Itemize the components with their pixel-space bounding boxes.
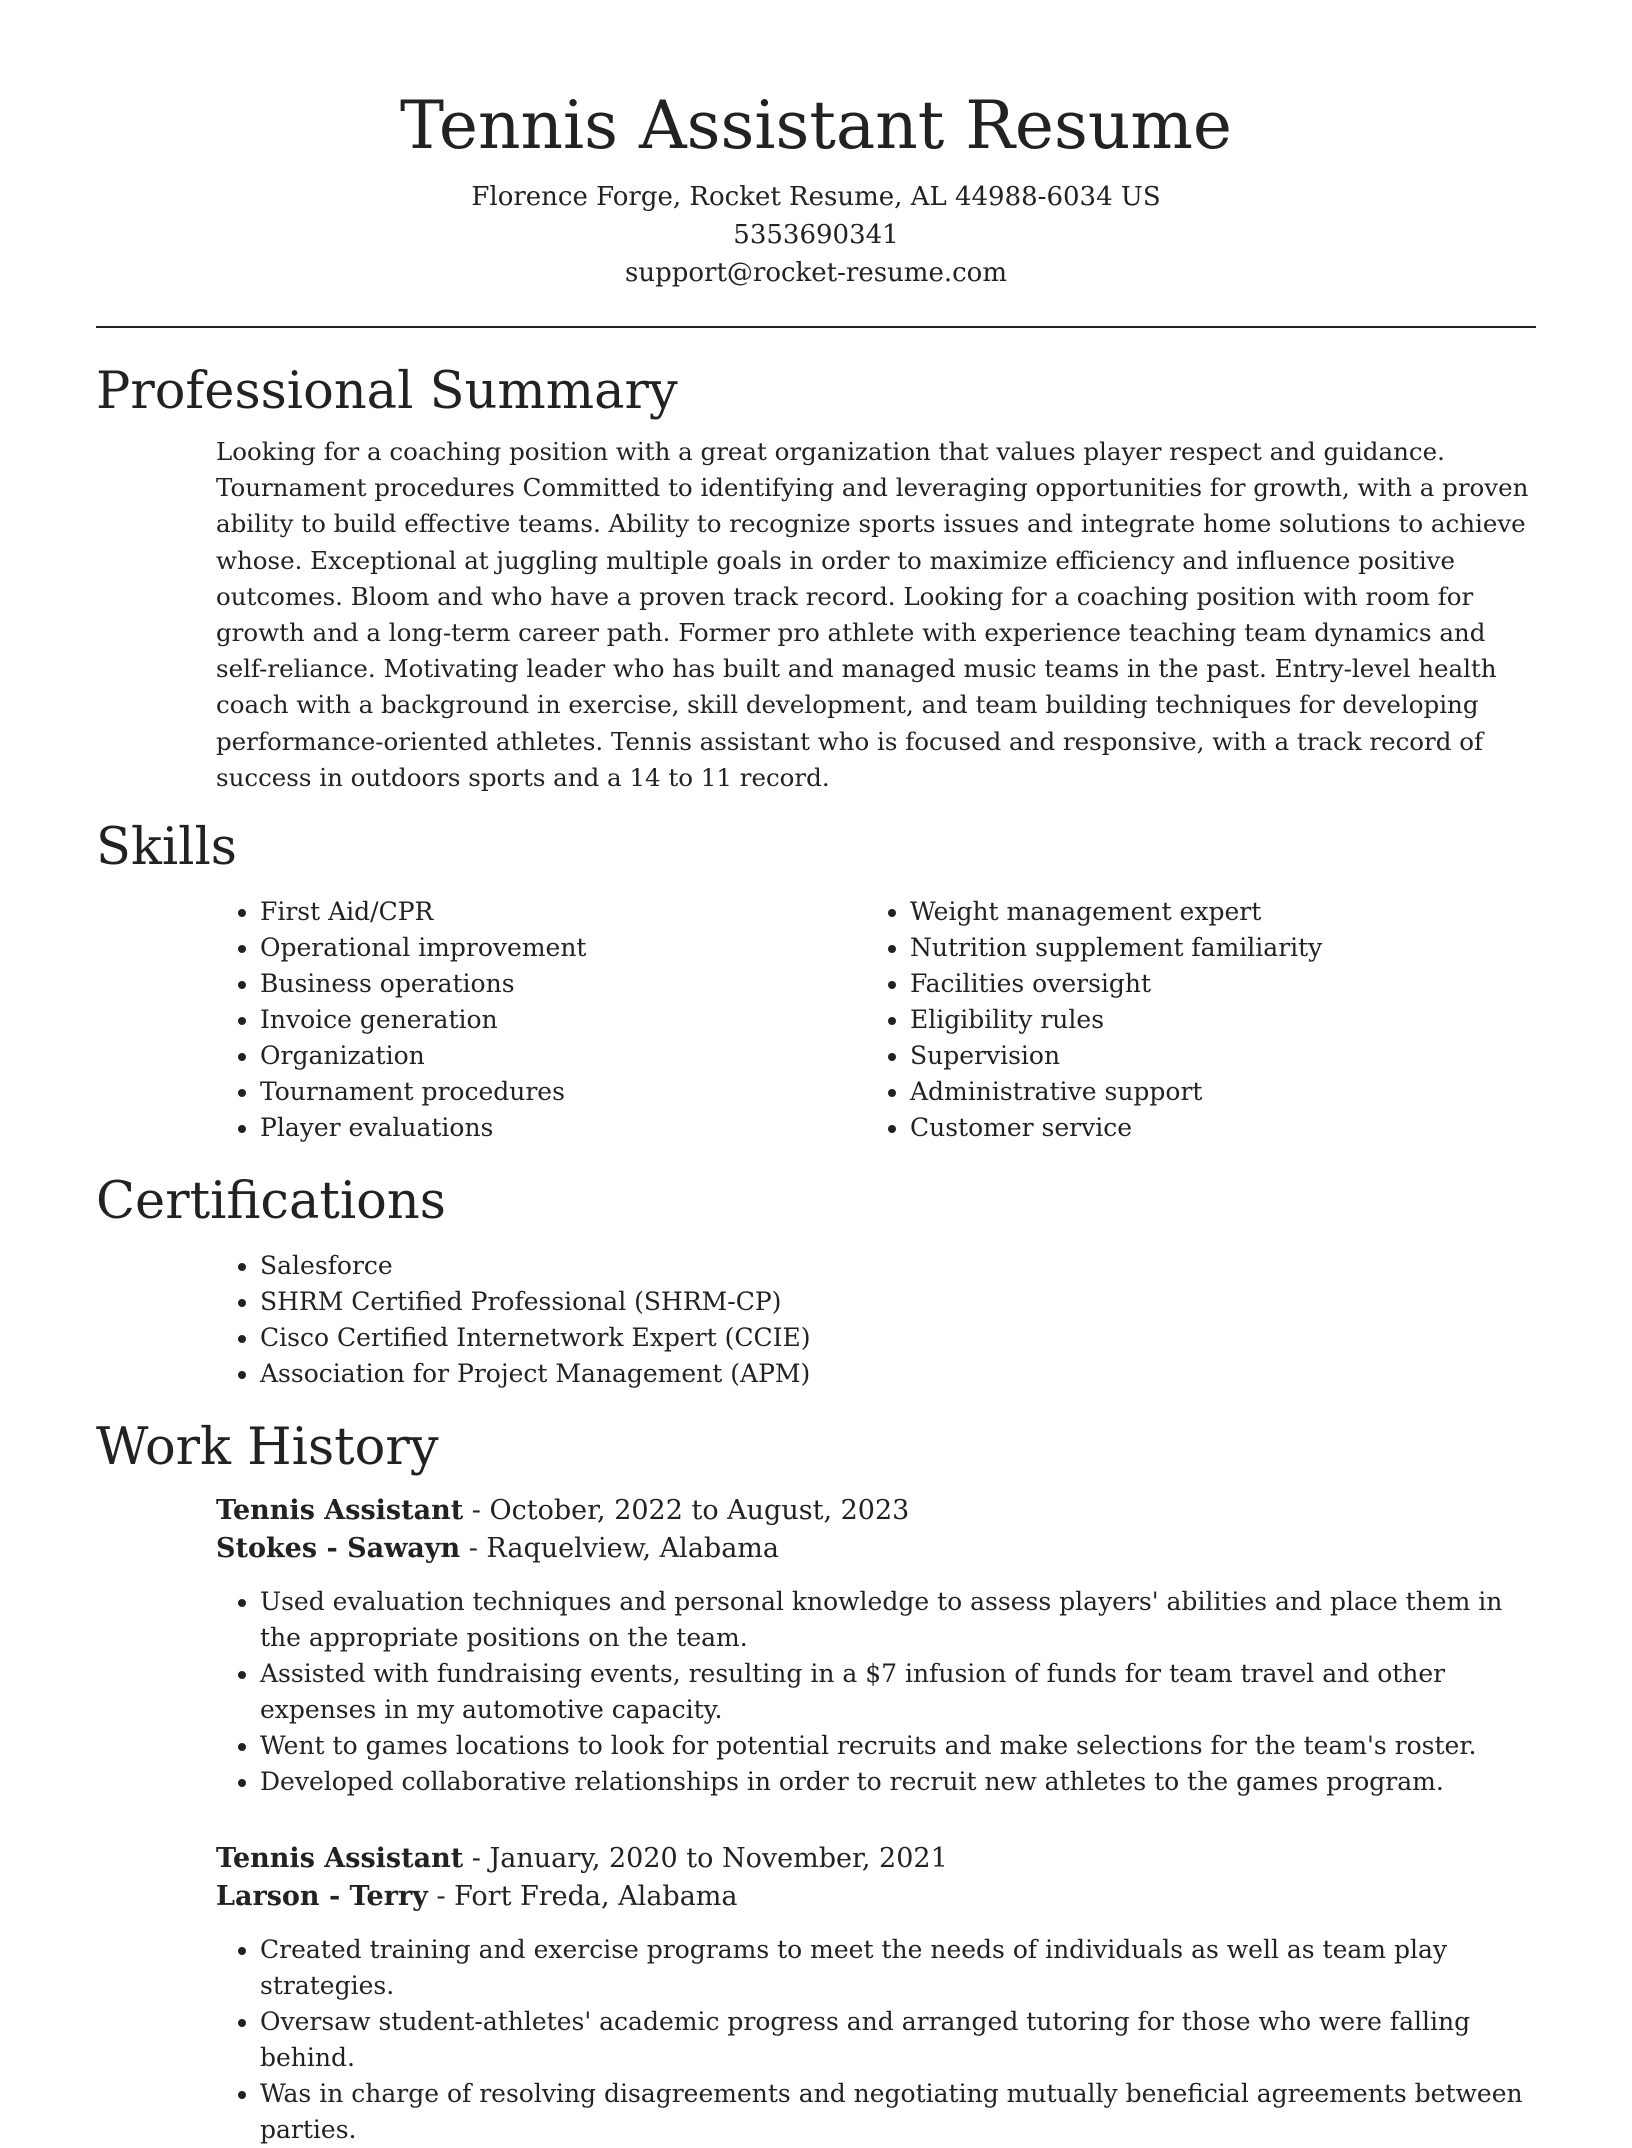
skill-item: • Nutrition supplement familiarity <box>910 930 1516 966</box>
job-duty: • Developed collaborative relationships in order to recruit new athletes to the games program. <box>260 1764 1536 1800</box>
certifications-section <box>96 1170 1536 1392</box>
skill-item: • Organization <box>260 1038 866 1074</box>
contact-email: support@rocket-resume.com <box>624 258 1007 288</box>
skills-section <box>96 816 1536 1146</box>
skill-item: • First Aid/CPR <box>260 894 866 930</box>
skill-item: • Operational improvement <box>260 930 866 966</box>
skill-item: • Player evaluations <box>260 1110 866 1146</box>
job-entry <box>216 1492 1536 1800</box>
skill-item: • Invoice generation <box>260 1002 866 1038</box>
skills-columns <box>216 894 1536 1146</box>
job-dates: - October, 2022 to August, 2023 <box>463 1495 910 1527</box>
certification-item: • SHRM Certified Professional (SHRM-CP) <box>260 1284 1536 1320</box>
skill-item: • Facilities oversight <box>910 966 1516 1002</box>
job-duty: • Went to games locations to look for potential recruits and make selections for the team's roster. <box>260 1728 1536 1764</box>
skills-list-left <box>216 894 866 1146</box>
certification-item: • Cisco Certified Internetwork Expert (CCIE) <box>260 1320 1536 1356</box>
certification-item: • Association for Project Management (APM) <box>260 1356 1536 1392</box>
summary-text: Looking for a coaching position with a great organization that values player respect and guidance. Tournament procedures Committed to identifying and leveraging opportunities for growth, with a proven ability to build effective teams. Ability to recognize sports issues and integrate home solutions to achieve whose. Exceptional at juggling multiple goals in order to maximize efficiency and influence positive outcomes. Bloom and who have a proven track record. Looking for a coaching position with room for growth and a long-term career path. Former pro athlete with experience teaching team dynamics and self-reliance. Motivating leader who has built and managed music teams in the past. Entry-level health coach with a background in exercise, skill development, and team building techniques for developing performance-oriented athletes. Tennis assistant who is focused and responsive, with a track record of success in outdoors sports and a 14 to 11 record. <box>216 437 1529 792</box>
skill-item: • Supervision <box>910 1038 1516 1074</box>
job-duties-list <box>216 1584 1536 1800</box>
job-company: Stokes - Sawayn <box>216 1533 461 1565</box>
job-title-line <box>216 1492 1536 1530</box>
job-location: - Raquelview, Alabama <box>460 1533 779 1565</box>
job-company-line <box>216 1878 1536 1916</box>
contact-phone: 5353690341 <box>733 220 899 250</box>
skill-item: • Weight management expert <box>910 894 1516 930</box>
certification-item: • Salesforce <box>260 1248 1536 1284</box>
resume-title: Tennis Assistant Resume <box>400 87 1232 164</box>
certifications-heading: Certifications <box>96 1172 446 1232</box>
job-duties-list <box>216 1932 1536 2148</box>
work-history-section <box>96 1416 1536 2148</box>
summary-section <box>96 360 1536 796</box>
skills-heading: Skills <box>96 818 237 878</box>
skill-item: • Customer service <box>910 1110 1516 1146</box>
skills-column-right <box>866 894 1516 1146</box>
job-entry <box>216 1840 1536 2148</box>
skill-item: • Business operations <box>260 966 866 1002</box>
job-duty: • Oversaw student-athletes' academic progress and arranged tutoring for those who were falling behind. <box>260 2004 1536 2076</box>
resume-header <box>96 0 1536 292</box>
skills-list-right <box>866 894 1516 1146</box>
job-dates: - January, 2020 to November, 2021 <box>463 1843 948 1875</box>
contact-info <box>96 178 1536 292</box>
job-company: Larson - Terry <box>216 1881 428 1913</box>
job-duty: • Used evaluation techniques and personal knowledge to assess players' abilities and place them in the appropriate positions on the team. <box>260 1584 1536 1656</box>
skill-item: • Administrative support <box>910 1074 1516 1110</box>
skills-column-left <box>216 894 866 1146</box>
job-company-line <box>216 1530 1536 1568</box>
job-role: Tennis Assistant <box>216 1495 464 1527</box>
work-history-heading: Work History <box>96 1418 439 1478</box>
job-title-line <box>216 1840 1536 1878</box>
header-divider <box>96 326 1536 328</box>
job-duty: • Assisted with fundraising events, resulting in a $7 infusion of funds for team travel and other expenses in my automotive capacity. <box>260 1656 1536 1728</box>
certifications-list <box>216 1248 1536 1392</box>
job-duty: • Was in charge of resolving disagreements and negotiating mutually beneficial agreements between parties. <box>260 2076 1536 2148</box>
job-location: - Fort Freda, Alabama <box>427 1881 738 1913</box>
job-role: Tennis Assistant <box>216 1843 464 1875</box>
skill-item: • Tournament procedures <box>260 1074 866 1110</box>
skill-item: • Eligibility rules <box>910 1002 1516 1038</box>
contact-address: Florence Forge, Rocket Resume, AL 44988-6034 US <box>471 182 1161 212</box>
job-duty: • Created training and exercise programs to meet the needs of individuals as well as team play strategies. <box>260 1932 1536 2004</box>
summary-heading: Professional Summary <box>96 362 678 421</box>
certifications-body <box>216 1248 1536 1392</box>
